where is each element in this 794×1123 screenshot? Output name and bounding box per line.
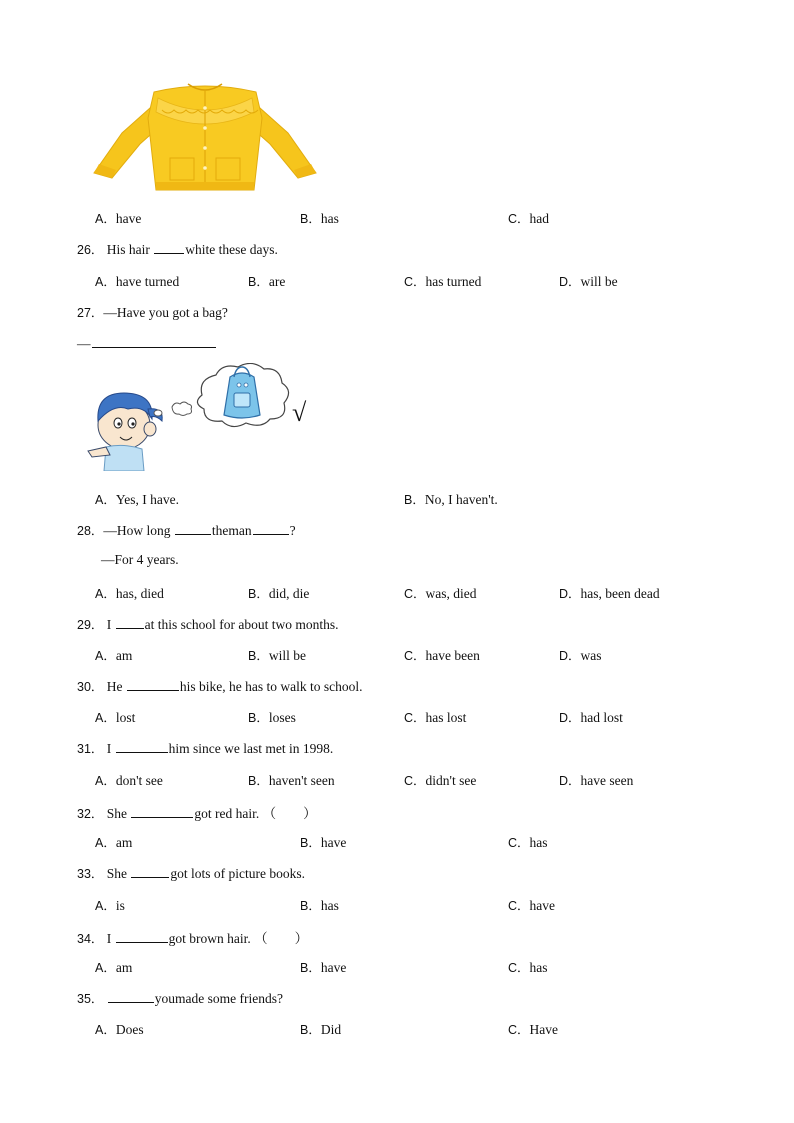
option-text: has bbox=[320, 211, 339, 226]
option-text: has bbox=[529, 960, 548, 975]
answer-blank-2[interactable] bbox=[253, 522, 289, 535]
q30-option-b[interactable] bbox=[248, 708, 296, 726]
option-text: am bbox=[115, 648, 133, 663]
q27-option-a[interactable] bbox=[95, 490, 179, 508]
option-text: are bbox=[268, 274, 286, 289]
option-text: was bbox=[580, 648, 602, 663]
question-text-before: I bbox=[106, 617, 112, 632]
option-text: has bbox=[320, 898, 339, 913]
question-29 bbox=[77, 615, 339, 633]
q26-option-d[interactable] bbox=[559, 272, 618, 290]
q31-option-b[interactable] bbox=[248, 771, 335, 789]
option-text: has, died bbox=[115, 586, 164, 601]
question-number: 27． bbox=[77, 306, 104, 320]
question-33 bbox=[77, 864, 305, 882]
answer-blank[interactable] bbox=[116, 930, 168, 943]
option-text: had lost bbox=[580, 710, 623, 725]
option-letter: B． bbox=[248, 587, 269, 601]
question-text-after: at this school for about two months. bbox=[144, 617, 339, 632]
option-letter: D． bbox=[559, 649, 581, 663]
option-text: have seen bbox=[580, 773, 634, 788]
option-text: Did bbox=[320, 1022, 342, 1037]
option-text: don't see bbox=[115, 773, 163, 788]
question-text-after: his bike, he has to walk to school. bbox=[179, 679, 363, 694]
answer-blank[interactable] bbox=[92, 335, 216, 348]
answer-parentheses: （ ） bbox=[254, 931, 309, 946]
boy-bag-image bbox=[84, 363, 322, 471]
answer-blank[interactable] bbox=[131, 865, 169, 878]
q28-option-b[interactable] bbox=[248, 584, 309, 602]
option-text: have bbox=[529, 898, 556, 913]
option-letter: A． bbox=[95, 899, 116, 913]
q34-option-c[interactable] bbox=[508, 958, 548, 976]
q28-option-a[interactable] bbox=[95, 584, 164, 602]
option-letter: A． bbox=[95, 212, 116, 226]
option-letter: D． bbox=[559, 774, 581, 788]
question-text-after: got lots of picture books. bbox=[170, 866, 306, 881]
question-text-after: youmade some friends? bbox=[154, 991, 283, 1006]
option-letter: A． bbox=[95, 649, 116, 663]
option-letter: A． bbox=[95, 587, 116, 601]
option-letter: B． bbox=[300, 212, 321, 226]
option-text: Yes, I have. bbox=[115, 492, 179, 507]
option-letter: B． bbox=[248, 649, 269, 663]
option-letter: C． bbox=[404, 774, 426, 788]
option-letter: D． bbox=[559, 711, 581, 725]
option-letter: B． bbox=[248, 711, 269, 725]
q29-option-b[interactable] bbox=[248, 646, 306, 664]
q29-option-d[interactable] bbox=[559, 646, 602, 664]
q35-option-a[interactable] bbox=[95, 1020, 144, 1038]
question-31 bbox=[77, 739, 333, 757]
q33-option-b[interactable] bbox=[300, 896, 339, 914]
option-text: will be bbox=[268, 648, 306, 663]
option-letter: C． bbox=[508, 961, 530, 975]
option-text: No, I haven't. bbox=[424, 492, 498, 507]
question-text-before: His hair bbox=[106, 242, 150, 257]
question-number: 32． bbox=[77, 807, 104, 821]
answer-blank-1[interactable] bbox=[175, 522, 211, 535]
option-text: am bbox=[115, 835, 133, 850]
question-35 bbox=[77, 989, 283, 1007]
question-text-before: I bbox=[106, 931, 112, 946]
option-text: has lost bbox=[425, 710, 467, 725]
q25-option-c[interactable] bbox=[508, 209, 549, 227]
option-text: has, been dead bbox=[580, 586, 660, 601]
answer-blank[interactable] bbox=[154, 241, 184, 254]
q29-option-a[interactable] bbox=[95, 646, 132, 664]
q25-option-b[interactable] bbox=[300, 209, 339, 227]
option-letter: C． bbox=[508, 899, 530, 913]
q26-option-c[interactable] bbox=[404, 272, 481, 290]
question-32 bbox=[77, 802, 317, 822]
question-30 bbox=[77, 677, 363, 695]
option-letter: B． bbox=[404, 493, 425, 507]
question-text-after: him since we last met in 1998. bbox=[168, 741, 334, 756]
answer-blank[interactable] bbox=[116, 740, 168, 753]
q32-option-b[interactable] bbox=[300, 833, 346, 851]
q35-option-c[interactable] bbox=[508, 1020, 558, 1038]
option-text: has bbox=[529, 835, 548, 850]
option-text: have bbox=[320, 835, 347, 850]
q28-reply: —For 4 years. bbox=[101, 552, 179, 567]
question-number: 28． bbox=[77, 524, 104, 538]
option-text: Does bbox=[115, 1022, 144, 1037]
option-letter: D． bbox=[559, 275, 581, 289]
answer-blank[interactable] bbox=[108, 990, 154, 1003]
question-text-after: white these days. bbox=[185, 242, 278, 257]
question-number: 34． bbox=[77, 932, 104, 946]
question-number: 26． bbox=[77, 243, 104, 257]
option-letter: A． bbox=[95, 711, 116, 725]
question-text-before: She bbox=[106, 806, 128, 821]
option-text: loses bbox=[268, 710, 296, 725]
question-28 bbox=[77, 521, 296, 539]
q29-option-c[interactable] bbox=[404, 646, 480, 664]
question-number: 31． bbox=[77, 742, 104, 756]
answer-blank[interactable] bbox=[127, 678, 179, 691]
q34-option-a[interactable] bbox=[95, 958, 132, 976]
q31-option-c[interactable] bbox=[404, 771, 476, 789]
option-text: will be bbox=[580, 274, 618, 289]
option-letter: C． bbox=[508, 212, 530, 226]
option-letter: C． bbox=[508, 836, 530, 850]
cardigan-image bbox=[92, 78, 318, 198]
q27-option-b[interactable] bbox=[404, 490, 498, 508]
answer-blank[interactable] bbox=[116, 616, 144, 629]
option-text: has turned bbox=[425, 274, 482, 289]
option-text: Have bbox=[529, 1022, 559, 1037]
question-text-after: got brown hair. bbox=[168, 931, 251, 946]
q30-option-a[interactable] bbox=[95, 708, 135, 726]
option-text: have bbox=[320, 960, 347, 975]
question-text-before: He bbox=[106, 679, 123, 694]
q28-option-c[interactable] bbox=[404, 584, 477, 602]
question-text-before: She bbox=[106, 866, 128, 881]
option-text: did, die bbox=[268, 586, 310, 601]
q31-option-d[interactable] bbox=[559, 771, 633, 789]
option-letter: B． bbox=[300, 1023, 321, 1037]
option-text: have turned bbox=[115, 274, 180, 289]
question-text: —Have you got a bag? bbox=[103, 305, 228, 320]
question-text-before: I bbox=[106, 741, 112, 756]
q31-option-a[interactable] bbox=[95, 771, 163, 789]
option-text: haven't seen bbox=[268, 773, 335, 788]
question-text-part2: theman bbox=[211, 523, 252, 538]
option-text: was, died bbox=[425, 586, 477, 601]
q35-option-b[interactable] bbox=[300, 1020, 341, 1038]
question-27 bbox=[77, 303, 228, 321]
question-text-part1: —How long bbox=[103, 523, 171, 538]
option-letter: C． bbox=[404, 649, 426, 663]
option-text: have been bbox=[425, 648, 480, 663]
option-text: am bbox=[115, 960, 133, 975]
question-number: 29． bbox=[77, 618, 104, 632]
q28-option-d[interactable] bbox=[559, 584, 660, 602]
answer-parentheses: （ ） bbox=[262, 806, 317, 821]
option-letter: B． bbox=[300, 961, 321, 975]
option-letter: D． bbox=[559, 587, 581, 601]
q32-option-a[interactable] bbox=[95, 833, 132, 851]
option-letter: C． bbox=[404, 711, 426, 725]
option-letter: A． bbox=[95, 774, 116, 788]
question-34 bbox=[77, 927, 308, 947]
q33-option-a[interactable] bbox=[95, 896, 125, 914]
option-letter: C． bbox=[404, 275, 426, 289]
question-text-after: got red hair. bbox=[194, 806, 260, 821]
question-26 bbox=[77, 240, 278, 258]
q30-option-c[interactable] bbox=[404, 708, 466, 726]
q27-answer-line bbox=[77, 335, 217, 352]
option-letter: A． bbox=[95, 836, 116, 850]
option-letter: B． bbox=[300, 899, 321, 913]
q25-option-a[interactable] bbox=[95, 209, 141, 227]
q33-option-c[interactable] bbox=[508, 896, 555, 914]
q32-option-c[interactable] bbox=[508, 833, 548, 851]
option-letter: A． bbox=[95, 493, 116, 507]
option-text: have bbox=[115, 211, 142, 226]
option-text: didn't see bbox=[425, 773, 477, 788]
option-letter: A． bbox=[95, 1023, 116, 1037]
option-text: had bbox=[529, 211, 550, 226]
option-letter: B． bbox=[248, 275, 269, 289]
option-letter: A． bbox=[95, 275, 116, 289]
option-text: lost bbox=[115, 710, 136, 725]
answer-blank[interactable] bbox=[131, 805, 193, 818]
check-mark-icon: √ bbox=[292, 398, 307, 427]
option-text: is bbox=[115, 898, 125, 913]
question-number: 30． bbox=[77, 680, 104, 694]
question-text-part3: ? bbox=[289, 523, 296, 538]
q30-option-d[interactable] bbox=[559, 708, 623, 726]
question-number: 35． bbox=[77, 992, 104, 1006]
q26-option-b[interactable] bbox=[248, 272, 285, 290]
q26-option-a[interactable] bbox=[95, 272, 179, 290]
option-letter: C． bbox=[508, 1023, 530, 1037]
question-number: 33． bbox=[77, 867, 104, 881]
answer-dash: — bbox=[77, 336, 91, 351]
option-letter: B． bbox=[300, 836, 321, 850]
q34-option-b[interactable] bbox=[300, 958, 346, 976]
option-letter: B． bbox=[248, 774, 269, 788]
option-letter: A． bbox=[95, 961, 116, 975]
option-letter: C． bbox=[404, 587, 426, 601]
